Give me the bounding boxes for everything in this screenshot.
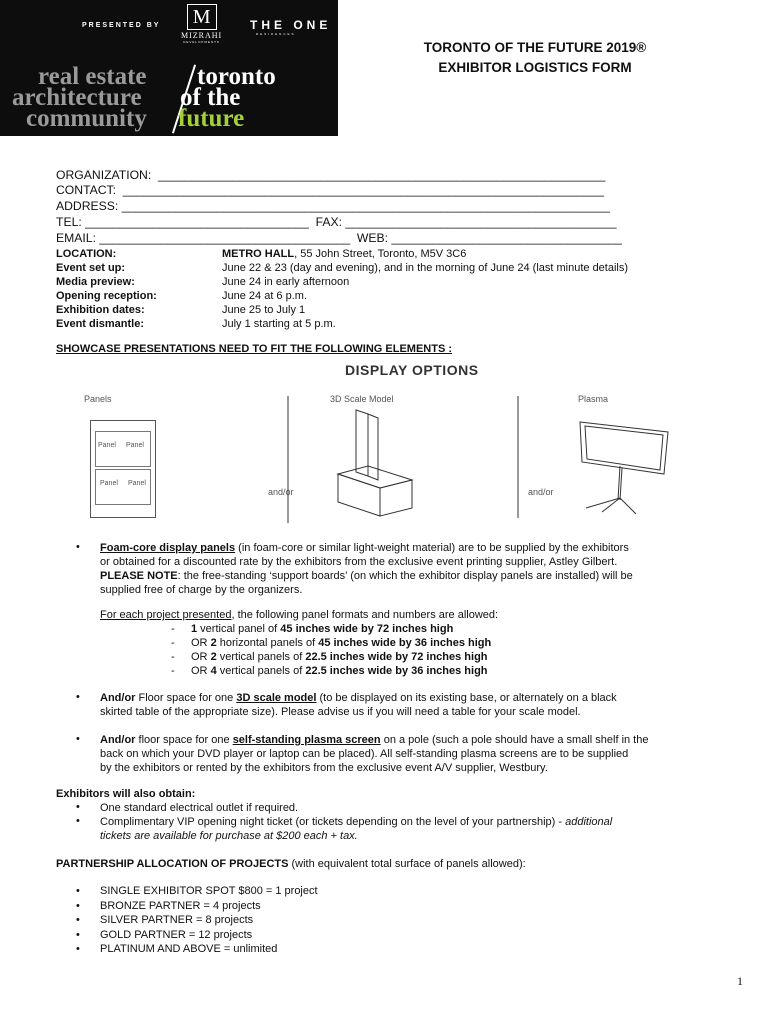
format-item: - OR 2 vertical panels of 22.5 inches wide by 72 inches high [171,651,488,663]
model-figure-label: 3D Scale Model [330,394,394,404]
media-value: June 24 in early afternoon [222,276,350,288]
list-item: • SILVER PARTNER = 8 projects [76,914,254,926]
panel-word: Panel [128,480,146,487]
scale-model-term: 3D scale model [236,692,317,704]
mizrahi-logo [181,4,222,44]
banner-toronto: toronto [197,63,276,90]
andor-label-2: and/or [528,487,554,497]
for-each-project: For each project presented, the following panel formats and numbers are allowed: [100,609,499,621]
display-options-illustration [0,388,770,528]
opening-value: June 24 at 6 p.m. [222,290,307,302]
banner-of-the: of the [180,84,241,111]
plasma-figure-label: Plasma [578,394,609,404]
exhibition-value: June 25 to July 1 [222,304,306,316]
format-item: - OR 2 horizontal panels of 45 inches wide by 36 inches high [171,637,492,649]
banner-architecture: architecture [12,84,142,111]
please-note-label: PLEASE NOTE [100,570,178,582]
contact-form [56,152,622,262]
bullet-icon: • [76,541,80,553]
email-web-field[interactable]: EMAIL: _____________________________________ WEB: __________________________________ [56,230,622,245]
document-title [370,38,700,78]
format-item: - 1 vertical panel of 45 inches wide by 72 inches high [171,623,454,635]
location-label: LOCATION: [56,248,117,260]
banner-future: future [178,105,245,132]
bullet-icon: • [76,733,80,745]
bullet-icon: • [76,801,80,813]
bullet-icon: • [76,691,80,703]
plasma-screen-drawing [580,422,668,514]
format-item: - OR 4 vertical panels of 22.5 inches wide by 36 inches high [171,665,488,677]
bullet-icon: • [76,815,80,827]
title-line-1: TORONTO OF THE FUTURE 2019® [423,40,647,55]
the-one-logo: THE ONE [250,18,332,32]
header-banner [0,0,338,136]
plasma-paragraph: And/or floor space for one self-standing plasma screen on a pole (such a pole should have a small shelf in the back on which your DVD player or laptop can be placed). All self-standing plasma screens are to be supplied by the exhibitors or rented by the exhibitors from the exclusive event A/V supplier, Westbury. [100,734,649,774]
mizrahi-logo-sub: DEVELOPMENTS [183,40,220,44]
foam-core-title: Foam-core display panels [100,542,236,554]
partnership-heading: PARTNERSHIP ALLOCATION OF PROJECTS (with equivalent total surface of panels allowed): [56,858,526,870]
tel-fax-field[interactable]: TEL: _________________________________ FAX: ________________________________________ [56,214,617,229]
obtain-item-outlet: One standard electrical outlet if required. [100,802,299,814]
banner-real-estate: real estate [38,63,147,90]
display-options-heading: DISPLAY OPTIONS [345,362,479,378]
foam-core-paragraph: Foam-core display panels (in foam-core or similar light-weight material) are to be supplied by the exhibitors or obtained for a discounted rate by the exhibitors from the exclusive event printing supplier, Astley Gilbert. PLEASE NOTE: the free-standing ‘support boards’ (on which the exhibitor display panels are installed) will be supplied free of charge by the organizers. [100,542,633,596]
panel-word: Panel [100,480,118,487]
list-item: • SINGLE EXHIBITOR SPOT $800 = 1 project [76,885,318,897]
exhibition-label: Exhibition dates: [56,304,145,316]
obtain-heading: Exhibitors will also obtain: [56,788,196,800]
mizrahi-logo-mark: M [187,4,217,30]
organization-field[interactable]: ORGANIZATION: __________________________________________________________________ [56,167,606,182]
obtain-item-ticket: Complimentary VIP opening night ticket (or tickets depending on the level of your partnership) - additional tickets are available for purchase at $200 each + tax. [100,816,613,842]
contact-field[interactable]: CONTACT: _______________________________________________________________________ [56,183,605,198]
list-item: • PLATINUM AND ABOVE = unlimited [76,943,278,955]
opening-label: Opening reception: [56,290,157,302]
scale-model-drawing [338,410,412,516]
panel-word: Panel [98,442,116,449]
setup-label: Event set up: [56,262,126,274]
banner-community: community [26,105,147,132]
dismantle-value: July 1 starting at 5 p.m. [222,318,336,330]
list-item: • BRONZE PARTNER = 4 projects [76,899,261,912]
andor-label-1: and/or [268,487,294,497]
showcase-heading: SHOWCASE PRESENTATIONS NEED TO FIT THE FOLLOWING ELEMENTS : [56,343,453,355]
mizrahi-logo-name: MIZRAHI [181,31,223,40]
title-line-2: EXHIBITOR LOGISTICS FORM [438,60,632,75]
list-item: • GOLD PARTNER = 12 projects [76,928,253,941]
presented-by-text: PRESENTED BY [82,22,161,29]
scale-model-paragraph: And/or Floor space for one 3D scale model (to be displayed on its existing base, or alternately on a black skirted table of the appropriate size). Please advise us if you will need a table for your scale model. [100,692,617,718]
partnership-list [76,884,318,957]
panel-formats-list [171,622,491,678]
the-one-logo-sub: RESIDENCES [256,32,296,36]
plasma-term: self-standing plasma screen [232,734,381,746]
media-label: Media preview: [56,276,135,288]
location-value: METRO HALL, 55 John Street, Toronto, M5V 3C6 [222,248,467,260]
panel-word: Panel [126,442,144,449]
panels-figure-label: Panels [84,394,112,404]
address-field[interactable]: ADDRESS: ________________________________________________________________________ [56,199,610,214]
dismantle-label: Event dismantle: [56,318,145,330]
page-number: 1 [737,974,743,988]
setup-value: June 22 & 23 (day and evening), and in the morning of June 24 (last minute details) [222,262,629,274]
